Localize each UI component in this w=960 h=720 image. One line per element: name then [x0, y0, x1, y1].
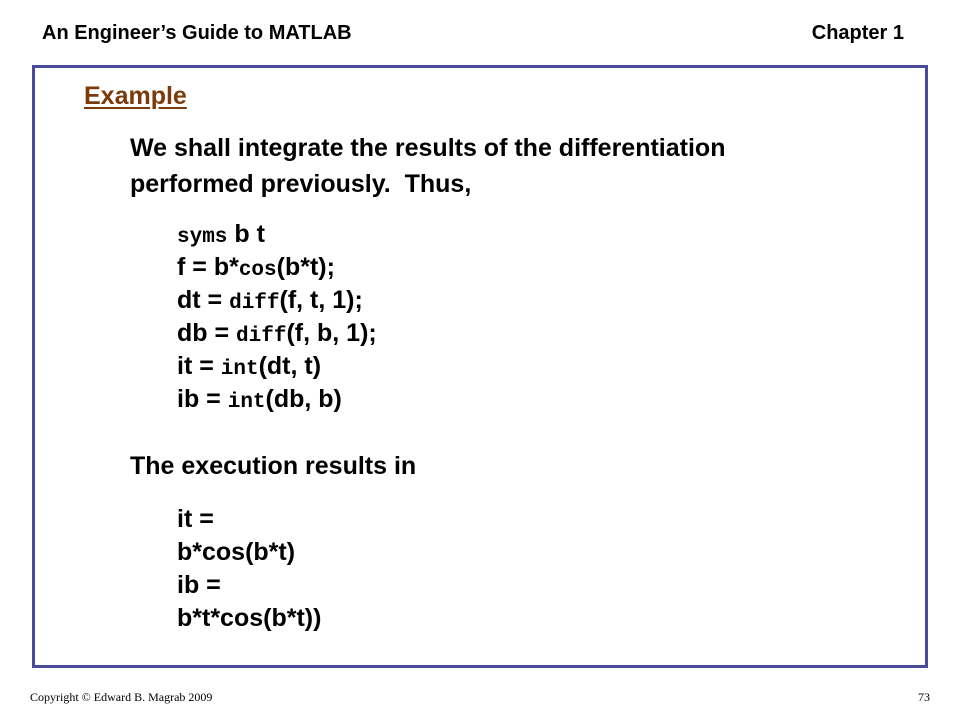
- code-line: [177, 251, 377, 284]
- result-line: b*cos(b*t): [177, 538, 296, 566]
- code-keyword: cos: [238, 259, 277, 282]
- code-line: [177, 218, 377, 251]
- document-title: An Engineer’s Guide to MATLAB: [42, 22, 352, 44]
- code-line: [177, 350, 377, 383]
- code-keyword: diff: [229, 292, 280, 315]
- page-number: 73: [918, 690, 930, 704]
- intro-line-1: We shall integrate the results of the differentiation: [130, 134, 726, 162]
- code-text: (f, t, 1);: [279, 286, 363, 314]
- result-line: it =: [177, 505, 214, 533]
- results-block: [177, 503, 321, 635]
- code-keyword: diff: [236, 325, 287, 348]
- intro-line-2: performed previously. Thus,: [130, 170, 472, 198]
- code-text: (f, b, 1);: [286, 319, 377, 347]
- code-text: f = b*: [177, 253, 239, 281]
- code-text: ib =: [177, 385, 228, 413]
- code-keyword: syms: [177, 226, 228, 249]
- copyright-notice: Copyright © Edward B. Magrab 2009: [30, 690, 213, 704]
- code-text: dt =: [177, 286, 230, 314]
- code-keyword: int: [220, 358, 259, 381]
- code-text: it =: [177, 352, 221, 380]
- code-block: [177, 218, 377, 416]
- code-line: [177, 383, 377, 416]
- code-line: [177, 317, 377, 350]
- code-keyword: int: [227, 391, 266, 414]
- example-heading: Example: [84, 82, 187, 110]
- result-line: ib =: [177, 571, 221, 599]
- result-line: b*t*cos(b*t)): [177, 604, 322, 632]
- result-intro: The execution results in: [130, 452, 417, 480]
- code-text: (db, b): [265, 385, 342, 413]
- code-text: (b*t);: [276, 253, 335, 281]
- code-text: db =: [177, 319, 237, 347]
- code-text: (dt, t): [258, 352, 322, 380]
- code-line: [177, 284, 377, 317]
- chapter-label: Chapter 1: [811, 22, 904, 44]
- intro-paragraph: [130, 130, 870, 202]
- code-text: b t: [227, 220, 265, 248]
